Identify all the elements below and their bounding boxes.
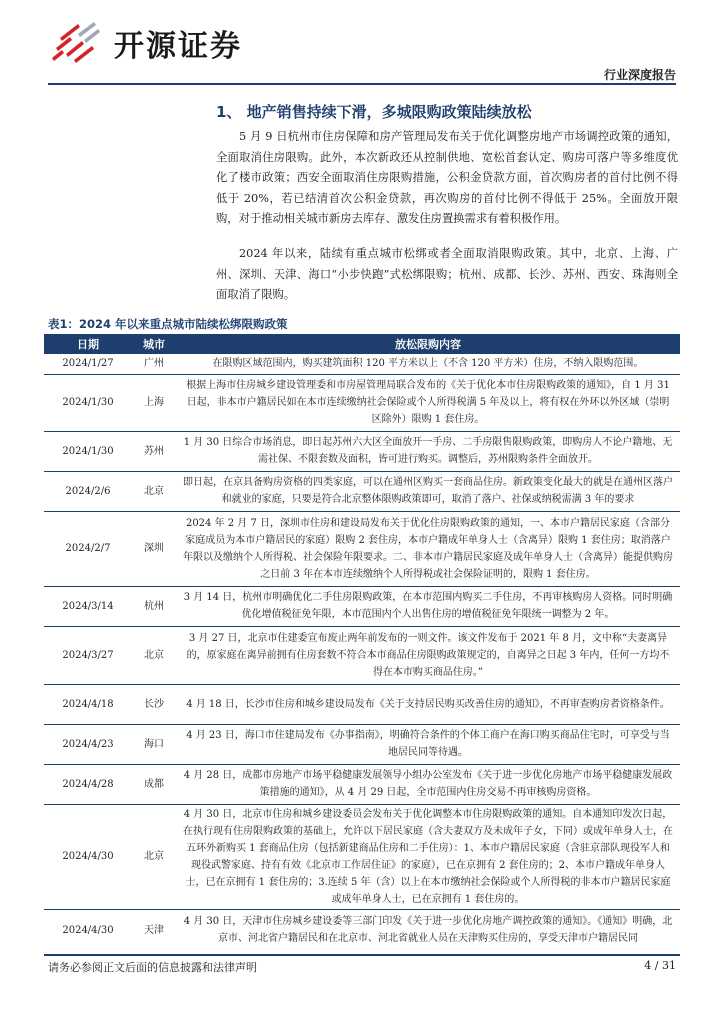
row-city: 深圳	[132, 511, 176, 586]
brand-mark-icon	[48, 20, 104, 66]
row-city: 长沙	[132, 684, 176, 724]
table-row	[44, 374, 680, 431]
row-content: 2024 年 2 月 7 日，深圳市住房和建设局发布关于优化住房限购政策的通知，一、本市户籍居民家庭（含部分家庭成员为本市户籍居民的家庭）限购 2 套住房，本市户籍成年单身人士（含离异）限购 1 套住房；取消落户年限以及缴纳个人所得税、社会保险年限要求。二、非本市户籍居民家庭及成年单身人士（含离异）能提供购房之日前 3 年在本市连续缴纳个人所得税或社会保险证明的，限购 1 套住房。	[176, 511, 680, 586]
row-city: 北京	[132, 626, 176, 684]
row-city: 北京	[132, 804, 176, 909]
row-content: 1 月 30 日综合市场消息，即日起苏州六大区全面放开一手房、二手房限售限购政策，即购房人不论户籍地、无需社保、不限套数及面积，皆可进行购买。调整后，苏州限购条件全面放开。	[176, 431, 680, 471]
header-content: 放松限购内容	[176, 334, 680, 354]
row-content: 3 月 14 日，杭州市明确优化二手住房限购政策，在本市范围内购买二手住房，不再审核购房人资格。同时明确优化增值税征免年限，本市范围内个人出售住房的增值税征免年限统一调整为 2 年。	[176, 586, 680, 626]
table-row	[44, 764, 680, 804]
row-date: 2024/1/27	[44, 354, 132, 374]
row-city: 成都	[132, 764, 176, 804]
footer-disclaimer: 请务必参阅正文后面的信息披露和法律声明	[48, 961, 257, 974]
row-date: 2024/4/28	[44, 764, 132, 804]
row-date: 2024/4/30	[44, 804, 132, 909]
page-number: 4 / 31	[644, 959, 676, 972]
report-type: 行业深度报告	[603, 68, 676, 82]
row-date: 2024/4/30	[62, 924, 114, 936]
row-city: 海口	[132, 724, 176, 764]
table-row	[44, 684, 680, 724]
row-date: 2024/2/7	[44, 511, 132, 586]
table-row	[44, 511, 680, 586]
table-row	[44, 431, 680, 471]
row-content: 即日起，在京具备购房资格的四类家庭，可以在通州区购买一套商品住房。新政策变化最大的就是在通州区落户和就业的家庭，只要是符合北京整体限购政策即可，取消了落户、社保或纳税需满 3 年的要求	[176, 471, 680, 511]
paragraph-2: 2024 年以来，陆续有重点城市松绑或者全面取消限购政策。其中，北京、上海、广州、深圳、天津、海口“小步快跑”式松绑限购；杭州、成都、长沙、苏州、西安、珠海则全面取消了限购。	[216, 247, 678, 301]
paragraph-1: 5 月 9 日杭州市住房保障和房产管理局发布关于优化调整房地产市场调控政策的通知，全面取消住房限购。此外，本次新政还从控制供地、宽松首套认定、购房可落户等多维度优化了楼市政策；西安全面取消住房限购措施，公积金贷款方面，首次购房者的首付比例不得低于 20%，若已结清首次公积金贷款，再次购房的首付比例不得低于 25%。全面放开限购，对于推动相关城市新房去库存、激发住房置换需求有着积极作用。	[216, 130, 678, 225]
header-divider	[48, 83, 676, 85]
row-content: 根据上海市住房城乡建设管理委和市房屋管理局联合发布的《关于优化本市住房限购政策的通知》，自 1 月 31 日起，非本市户籍居民如在本市连续缴纳社会保险或个人所得税满 5 年及以上，将有权在外环以外区域（崇明区除外）限购 1 套住房。	[176, 374, 680, 431]
row-content: 4 月 23 日，海口市住建局发布《办事指南》，明确符合条件的个体工商户在海口购买商品住宅时，可享受与当地居民同等待遇。	[176, 724, 680, 764]
row-date: 2024/4/23	[44, 724, 132, 764]
footer-divider	[44, 954, 680, 956]
row-date: 2024/3/27	[44, 626, 132, 684]
row-content: 4 月 30 日，天津市住房城乡建设委等三部门印发《关于进一步优化房地产调控政策的通知》。《通知》明确，北京市、河北省户籍居民和在北京市、河北省就业人员在天津购买住房的，享受天津市户籍居民同	[183, 916, 673, 945]
table-header-row	[44, 334, 680, 354]
row-city: 北京	[132, 471, 176, 511]
row-date: 2024/1/30	[44, 374, 132, 431]
table-row	[44, 909, 680, 951]
row-city: 上海	[132, 374, 176, 431]
row-city: 广州	[132, 354, 176, 374]
row-date: 2024/1/30	[44, 431, 132, 471]
row-city: 苏州	[132, 431, 176, 471]
brand-logo	[48, 18, 242, 68]
header-city: 城市	[132, 334, 176, 354]
table-row	[44, 626, 680, 684]
row-date: 2024/2/6	[44, 471, 132, 511]
brand-name: 开源证券	[114, 29, 242, 64]
row-content: 4 月 30 日，北京市住房和城乡建设委员会发布关于优化调整本市住房限购政策的通知。自本通知印发次日起，在执行现有住房限购政策的基础上，允许以下居民家庭（含夫妻双方及未成年子女，下同）或成年单身人士，在五环外新购买 1 套商品住房（包括新建商品住房和二手住房）：1、本市户籍居民家庭（含驻京部队现役军人和现役武警家庭、持有有效《北京市工作居住证》的家庭），已在京拥有 2 套住房的；2、本市户籍成年单身人士，已在京拥有 1 套住房的；3.连续 5 年（含）以上在本市缴纳社会保险或个人所得税的非本市户籍居民家庭或成年单身人士，已在京拥有 1 套住房的。	[176, 804, 680, 909]
header-date: 日期	[44, 334, 132, 354]
row-date: 2024/3/14	[44, 586, 132, 626]
row-content: 4 月 18 日，长沙市住房和城乡建设局发布《关于支持居民购买改善住房的通知》，不再审查购房者资格条件。	[176, 684, 680, 724]
table-title: 表1：2024 年以来重点城市陆续松绑限购政策	[48, 317, 288, 331]
section-title: 1、 地产销售持续下滑，多城限购政策陆续放松	[216, 103, 532, 121]
row-city: 杭州	[132, 586, 176, 626]
policy-table	[44, 334, 680, 951]
table-row	[44, 586, 680, 626]
table-row	[44, 354, 680, 374]
row-date: 2024/4/18	[44, 684, 132, 724]
table-row	[44, 724, 680, 764]
row-city: 天津	[144, 924, 164, 936]
row-content: 4 月 28 日，成都市房地产市场平稳健康发展领导小组办公室发布《关于进一步优化房地产市场平稳健康发展政策措施的通知》，从 4 月 29 日起，全市范围内住房交易不再审核购房资格。	[176, 764, 680, 804]
table-row	[44, 471, 680, 511]
row-content: 在限购区域范围内，购买建筑面积 120 平方米以上（不含 120 平方米）住房，不纳入限购范围。	[176, 354, 680, 374]
row-content: 3 月 27 日，北京市住建委宣布废止两年前发布的一则文件。该文件发布于 2021 年 8 月，文中称“夫妻离异的，原家庭在离异前拥有住房套数不符合本市商品住房限购政策规定的，自离异之日起 3 年内，任何一方均不得在本市购买商品住房。”	[176, 626, 680, 684]
table-row	[44, 804, 680, 909]
